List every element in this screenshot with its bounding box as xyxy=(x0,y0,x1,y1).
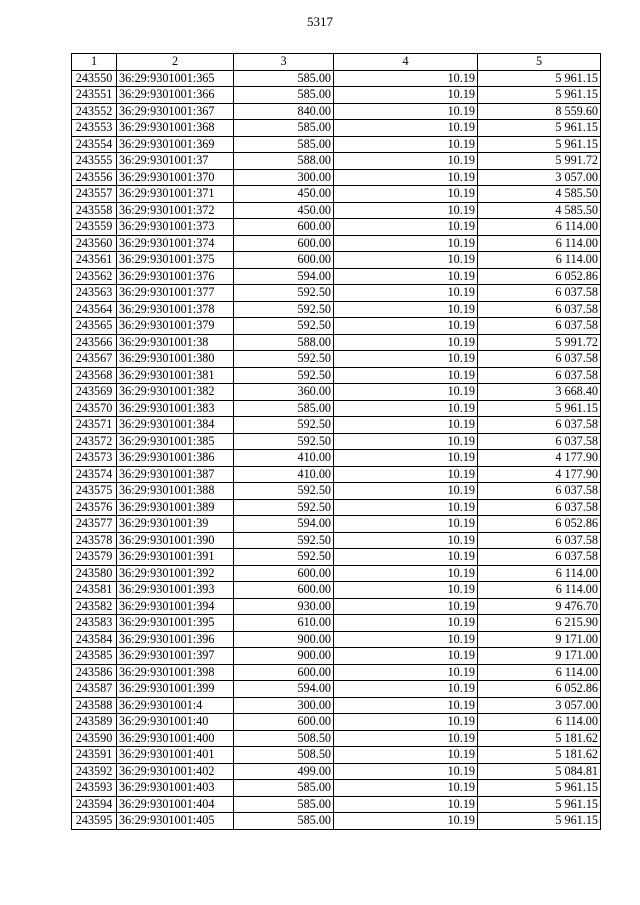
row-number-cell: 243592 xyxy=(72,763,117,780)
amount-cell: 3 668.40 xyxy=(478,384,601,401)
area-cell: 410.00 xyxy=(234,450,334,467)
row-number-cell: 243580 xyxy=(72,565,117,582)
area-cell: 592.50 xyxy=(234,483,334,500)
cadastral-number-cell: 36:29:9301001:369 xyxy=(117,136,234,153)
rate-cell: 10.19 xyxy=(334,351,478,368)
page-number: 5317 xyxy=(307,14,333,29)
amount-cell: 9 476.70 xyxy=(478,598,601,615)
table-row xyxy=(72,466,601,483)
rate-cell: 10.19 xyxy=(334,169,478,186)
cadastral-number-cell: 36:29:9301001:379 xyxy=(117,318,234,335)
amount-cell: 4 177.90 xyxy=(478,466,601,483)
cadastral-number-cell: 36:29:9301001:373 xyxy=(117,219,234,236)
cadastral-number-cell: 36:29:9301001:40 xyxy=(117,714,234,731)
row-number-cell: 243573 xyxy=(72,450,117,467)
cadastral-number-cell: 36:29:9301001:385 xyxy=(117,433,234,450)
area-cell: 592.50 xyxy=(234,285,334,302)
rate-cell: 10.19 xyxy=(334,417,478,434)
cadastral-number-cell: 36:29:9301001:396 xyxy=(117,631,234,648)
cadastral-number-cell: 36:29:9301001:398 xyxy=(117,664,234,681)
column-header-1: 1 xyxy=(72,54,117,71)
cadastral-number-cell: 36:29:9301001:400 xyxy=(117,730,234,747)
table-row xyxy=(72,796,601,813)
cadastral-number-cell: 36:29:9301001:390 xyxy=(117,532,234,549)
rate-cell: 10.19 xyxy=(334,730,478,747)
row-number-cell: 243551 xyxy=(72,87,117,104)
rate-cell: 10.19 xyxy=(334,153,478,170)
table-row xyxy=(72,747,601,764)
amount-cell: 6 037.58 xyxy=(478,351,601,368)
rate-cell: 10.19 xyxy=(334,549,478,566)
table-row xyxy=(72,219,601,236)
area-cell: 900.00 xyxy=(234,631,334,648)
table-row xyxy=(72,549,601,566)
rate-cell: 10.19 xyxy=(334,466,478,483)
area-cell: 508.50 xyxy=(234,730,334,747)
rate-cell: 10.19 xyxy=(334,136,478,153)
rate-cell: 10.19 xyxy=(334,648,478,665)
area-cell: 588.00 xyxy=(234,334,334,351)
table-row xyxy=(72,483,601,500)
amount-cell: 4 585.50 xyxy=(478,202,601,219)
area-cell: 592.50 xyxy=(234,417,334,434)
amount-cell: 6 215.90 xyxy=(478,615,601,632)
cadastral-number-cell: 36:29:9301001:392 xyxy=(117,565,234,582)
amount-cell: 6 037.58 xyxy=(478,433,601,450)
area-cell: 585.00 xyxy=(234,796,334,813)
rate-cell: 10.19 xyxy=(334,796,478,813)
table-row xyxy=(72,318,601,335)
area-cell: 600.00 xyxy=(234,219,334,236)
rate-cell: 10.19 xyxy=(334,565,478,582)
rate-cell: 10.19 xyxy=(334,285,478,302)
amount-cell: 6 037.58 xyxy=(478,417,601,434)
row-number-cell: 243570 xyxy=(72,400,117,417)
table-row xyxy=(72,763,601,780)
rate-cell: 10.19 xyxy=(334,120,478,137)
row-number-cell: 243577 xyxy=(72,516,117,533)
amount-cell: 6 114.00 xyxy=(478,219,601,236)
row-number-cell: 243582 xyxy=(72,598,117,615)
cadastral-number-cell: 36:29:9301001:370 xyxy=(117,169,234,186)
cadastral-number-cell: 36:29:9301001:394 xyxy=(117,598,234,615)
row-number-cell: 243555 xyxy=(72,153,117,170)
area-cell: 592.50 xyxy=(234,301,334,318)
area-cell: 592.50 xyxy=(234,532,334,549)
cadastral-number-cell: 36:29:9301001:388 xyxy=(117,483,234,500)
row-number-cell: 243571 xyxy=(72,417,117,434)
row-number-cell: 243590 xyxy=(72,730,117,747)
cadastral-number-cell: 36:29:9301001:383 xyxy=(117,400,234,417)
area-cell: 594.00 xyxy=(234,681,334,698)
table-row xyxy=(72,285,601,302)
cadastral-number-cell: 36:29:9301001:4 xyxy=(117,697,234,714)
table-row xyxy=(72,615,601,632)
amount-cell: 6 052.86 xyxy=(478,268,601,285)
row-number-cell: 243569 xyxy=(72,384,117,401)
cadastral-number-cell: 36:29:9301001:374 xyxy=(117,235,234,252)
cadastral-number-cell: 36:29:9301001:399 xyxy=(117,681,234,698)
area-cell: 592.50 xyxy=(234,367,334,384)
table-row xyxy=(72,202,601,219)
area-cell: 930.00 xyxy=(234,598,334,615)
area-cell: 600.00 xyxy=(234,582,334,599)
area-cell: 600.00 xyxy=(234,714,334,731)
data-table xyxy=(71,53,601,830)
cadastral-number-cell: 36:29:9301001:402 xyxy=(117,763,234,780)
amount-cell: 6 114.00 xyxy=(478,235,601,252)
area-cell: 592.50 xyxy=(234,549,334,566)
area-cell: 592.50 xyxy=(234,433,334,450)
amount-cell: 6 037.58 xyxy=(478,285,601,302)
row-number-cell: 243557 xyxy=(72,186,117,203)
row-number-cell: 243583 xyxy=(72,615,117,632)
area-cell: 588.00 xyxy=(234,153,334,170)
row-number-cell: 243554 xyxy=(72,136,117,153)
rate-cell: 10.19 xyxy=(334,219,478,236)
area-cell: 585.00 xyxy=(234,120,334,137)
rate-cell: 10.19 xyxy=(334,681,478,698)
rate-cell: 10.19 xyxy=(334,301,478,318)
area-cell: 585.00 xyxy=(234,70,334,87)
area-cell: 840.00 xyxy=(234,103,334,120)
amount-cell: 9 171.00 xyxy=(478,631,601,648)
amount-cell: 5 084.81 xyxy=(478,763,601,780)
row-number-cell: 243589 xyxy=(72,714,117,731)
table-row xyxy=(72,532,601,549)
row-number-cell: 243579 xyxy=(72,549,117,566)
cadastral-number-cell: 36:29:9301001:386 xyxy=(117,450,234,467)
amount-cell: 5 181.62 xyxy=(478,730,601,747)
cadastral-number-cell: 36:29:9301001:403 xyxy=(117,780,234,797)
row-number-cell: 243581 xyxy=(72,582,117,599)
area-cell: 300.00 xyxy=(234,697,334,714)
table-row xyxy=(72,565,601,582)
row-number-cell: 243584 xyxy=(72,631,117,648)
area-cell: 360.00 xyxy=(234,384,334,401)
rate-cell: 10.19 xyxy=(334,186,478,203)
amount-cell: 5 991.72 xyxy=(478,334,601,351)
cadastral-number-cell: 36:29:9301001:397 xyxy=(117,648,234,665)
column-header-3: 3 xyxy=(234,54,334,71)
table-row xyxy=(72,334,601,351)
rate-cell: 10.19 xyxy=(334,103,478,120)
table-row xyxy=(72,252,601,269)
area-cell: 585.00 xyxy=(234,400,334,417)
table-row xyxy=(72,648,601,665)
table-row xyxy=(72,351,601,368)
row-number-cell: 243595 xyxy=(72,813,117,830)
rate-cell: 10.19 xyxy=(334,532,478,549)
amount-cell: 8 559.60 xyxy=(478,103,601,120)
amount-cell: 5 961.15 xyxy=(478,400,601,417)
amount-cell: 6 037.58 xyxy=(478,367,601,384)
rate-cell: 10.19 xyxy=(334,813,478,830)
area-cell: 585.00 xyxy=(234,813,334,830)
table-row xyxy=(72,631,601,648)
table-row xyxy=(72,664,601,681)
table-row xyxy=(72,582,601,599)
table-row xyxy=(72,499,601,516)
cadastral-number-cell: 36:29:9301001:375 xyxy=(117,252,234,269)
cadastral-number-cell: 36:29:9301001:38 xyxy=(117,334,234,351)
table-body xyxy=(72,70,601,829)
table-row xyxy=(72,433,601,450)
row-number-cell: 243568 xyxy=(72,367,117,384)
cadastral-number-cell: 36:29:9301001:395 xyxy=(117,615,234,632)
row-number-cell: 243587 xyxy=(72,681,117,698)
amount-cell: 6 037.58 xyxy=(478,301,601,318)
amount-cell: 3 057.00 xyxy=(478,697,601,714)
cadastral-number-cell: 36:29:9301001:382 xyxy=(117,384,234,401)
table-row xyxy=(72,136,601,153)
rate-cell: 10.19 xyxy=(334,87,478,104)
area-cell: 585.00 xyxy=(234,87,334,104)
cadastral-number-cell: 36:29:9301001:377 xyxy=(117,285,234,302)
table-row xyxy=(72,598,601,615)
amount-cell: 6 114.00 xyxy=(478,565,601,582)
cadastral-number-cell: 36:29:9301001:367 xyxy=(117,103,234,120)
amount-cell: 6 037.58 xyxy=(478,549,601,566)
table-row xyxy=(72,681,601,698)
area-cell: 592.50 xyxy=(234,499,334,516)
area-cell: 900.00 xyxy=(234,648,334,665)
amount-cell: 6 052.86 xyxy=(478,516,601,533)
amount-cell: 5 961.15 xyxy=(478,813,601,830)
row-number-cell: 243561 xyxy=(72,252,117,269)
table-row xyxy=(72,87,601,104)
rate-cell: 10.19 xyxy=(334,252,478,269)
row-number-cell: 243558 xyxy=(72,202,117,219)
area-cell: 610.00 xyxy=(234,615,334,632)
row-number-cell: 243575 xyxy=(72,483,117,500)
cadastral-number-cell: 36:29:9301001:387 xyxy=(117,466,234,483)
cadastral-number-cell: 36:29:9301001:393 xyxy=(117,582,234,599)
area-cell: 450.00 xyxy=(234,186,334,203)
rate-cell: 10.19 xyxy=(334,664,478,681)
area-cell: 592.50 xyxy=(234,351,334,368)
area-cell: 594.00 xyxy=(234,516,334,533)
area-cell: 600.00 xyxy=(234,664,334,681)
rate-cell: 10.19 xyxy=(334,202,478,219)
table-row xyxy=(72,120,601,137)
table-row xyxy=(72,186,601,203)
row-number-cell: 243560 xyxy=(72,235,117,252)
amount-cell: 6 037.58 xyxy=(478,483,601,500)
cadastral-number-cell: 36:29:9301001:380 xyxy=(117,351,234,368)
row-number-cell: 243586 xyxy=(72,664,117,681)
cadastral-number-cell: 36:29:9301001:366 xyxy=(117,87,234,104)
cadastral-number-cell: 36:29:9301001:378 xyxy=(117,301,234,318)
rate-cell: 10.19 xyxy=(334,615,478,632)
table-row xyxy=(72,417,601,434)
row-number-cell: 243576 xyxy=(72,499,117,516)
amount-cell: 6 037.58 xyxy=(478,499,601,516)
rate-cell: 10.19 xyxy=(334,747,478,764)
rate-cell: 10.19 xyxy=(334,483,478,500)
rate-cell: 10.19 xyxy=(334,499,478,516)
cadastral-number-cell: 36:29:9301001:384 xyxy=(117,417,234,434)
rate-cell: 10.19 xyxy=(334,235,478,252)
table-row xyxy=(72,103,601,120)
amount-cell: 5 961.15 xyxy=(478,87,601,104)
table-row xyxy=(72,367,601,384)
table-row xyxy=(72,153,601,170)
row-number-cell: 243562 xyxy=(72,268,117,285)
column-header-2: 2 xyxy=(117,54,234,71)
table-header-row xyxy=(72,54,601,71)
cadastral-number-cell: 36:29:9301001:389 xyxy=(117,499,234,516)
rate-cell: 10.19 xyxy=(334,763,478,780)
area-cell: 592.50 xyxy=(234,318,334,335)
rate-cell: 10.19 xyxy=(334,318,478,335)
row-number-cell: 243565 xyxy=(72,318,117,335)
row-number-cell: 243556 xyxy=(72,169,117,186)
table-row xyxy=(72,714,601,731)
area-cell: 410.00 xyxy=(234,466,334,483)
column-header-5: 5 xyxy=(478,54,601,71)
row-number-cell: 243567 xyxy=(72,351,117,368)
area-cell: 600.00 xyxy=(234,252,334,269)
row-number-cell: 243553 xyxy=(72,120,117,137)
cadastral-number-cell: 36:29:9301001:39 xyxy=(117,516,234,533)
area-cell: 499.00 xyxy=(234,763,334,780)
rate-cell: 10.19 xyxy=(334,384,478,401)
row-number-cell: 243559 xyxy=(72,219,117,236)
rate-cell: 10.19 xyxy=(334,697,478,714)
table-row xyxy=(72,730,601,747)
table-row xyxy=(72,301,601,318)
row-number-cell: 243572 xyxy=(72,433,117,450)
area-cell: 594.00 xyxy=(234,268,334,285)
amount-cell: 9 171.00 xyxy=(478,648,601,665)
area-cell: 508.50 xyxy=(234,747,334,764)
row-number-cell: 243588 xyxy=(72,697,117,714)
area-cell: 600.00 xyxy=(234,235,334,252)
rate-cell: 10.19 xyxy=(334,450,478,467)
amount-cell: 6 114.00 xyxy=(478,664,601,681)
row-number-cell: 243591 xyxy=(72,747,117,764)
row-number-cell: 243564 xyxy=(72,301,117,318)
amount-cell: 5 961.15 xyxy=(478,136,601,153)
row-number-cell: 243550 xyxy=(72,70,117,87)
cadastral-number-cell: 36:29:9301001:372 xyxy=(117,202,234,219)
amount-cell: 5 961.15 xyxy=(478,796,601,813)
cadastral-number-cell: 36:29:9301001:404 xyxy=(117,796,234,813)
amount-cell: 5 991.72 xyxy=(478,153,601,170)
table-row xyxy=(72,70,601,87)
amount-cell: 5 961.15 xyxy=(478,70,601,87)
area-cell: 450.00 xyxy=(234,202,334,219)
row-number-cell: 243585 xyxy=(72,648,117,665)
rate-cell: 10.19 xyxy=(334,582,478,599)
amount-cell: 5 181.62 xyxy=(478,747,601,764)
area-cell: 585.00 xyxy=(234,780,334,797)
table-row xyxy=(72,780,601,797)
rate-cell: 10.19 xyxy=(334,367,478,384)
amount-cell: 4 177.90 xyxy=(478,450,601,467)
cadastral-number-cell: 36:29:9301001:371 xyxy=(117,186,234,203)
rate-cell: 10.19 xyxy=(334,70,478,87)
amount-cell: 6 114.00 xyxy=(478,582,601,599)
table-row xyxy=(72,384,601,401)
rate-cell: 10.19 xyxy=(334,631,478,648)
amount-cell: 6 052.86 xyxy=(478,681,601,698)
rate-cell: 10.19 xyxy=(334,598,478,615)
table-row xyxy=(72,450,601,467)
cadastral-number-cell: 36:29:9301001:37 xyxy=(117,153,234,170)
amount-cell: 6 037.58 xyxy=(478,318,601,335)
rate-cell: 10.19 xyxy=(334,714,478,731)
rate-cell: 10.19 xyxy=(334,780,478,797)
cadastral-number-cell: 36:29:9301001:368 xyxy=(117,120,234,137)
cadastral-number-cell: 36:29:9301001:365 xyxy=(117,70,234,87)
rate-cell: 10.19 xyxy=(334,433,478,450)
rate-cell: 10.19 xyxy=(334,268,478,285)
table-row xyxy=(72,516,601,533)
row-number-cell: 243594 xyxy=(72,796,117,813)
cadastral-number-cell: 36:29:9301001:405 xyxy=(117,813,234,830)
row-number-cell: 243566 xyxy=(72,334,117,351)
cadastral-number-cell: 36:29:9301001:401 xyxy=(117,747,234,764)
cadastral-number-cell: 36:29:9301001:391 xyxy=(117,549,234,566)
row-number-cell: 243552 xyxy=(72,103,117,120)
table-row xyxy=(72,813,601,830)
table-row xyxy=(72,235,601,252)
area-cell: 585.00 xyxy=(234,136,334,153)
amount-cell: 6 114.00 xyxy=(478,252,601,269)
amount-cell: 4 585.50 xyxy=(478,186,601,203)
area-cell: 300.00 xyxy=(234,169,334,186)
row-number-cell: 243593 xyxy=(72,780,117,797)
table-row xyxy=(72,268,601,285)
rate-cell: 10.19 xyxy=(334,334,478,351)
table-row xyxy=(72,169,601,186)
row-number-cell: 243574 xyxy=(72,466,117,483)
row-number-cell: 243563 xyxy=(72,285,117,302)
amount-cell: 5 961.15 xyxy=(478,120,601,137)
amount-cell: 5 961.15 xyxy=(478,780,601,797)
row-number-cell: 243578 xyxy=(72,532,117,549)
table-row xyxy=(72,400,601,417)
cadastral-number-cell: 36:29:9301001:376 xyxy=(117,268,234,285)
area-cell: 600.00 xyxy=(234,565,334,582)
amount-cell: 6 037.58 xyxy=(478,532,601,549)
column-header-4: 4 xyxy=(334,54,478,71)
amount-cell: 3 057.00 xyxy=(478,169,601,186)
rate-cell: 10.19 xyxy=(334,516,478,533)
cadastral-number-cell: 36:29:9301001:381 xyxy=(117,367,234,384)
table-row xyxy=(72,697,601,714)
rate-cell: 10.19 xyxy=(334,400,478,417)
amount-cell: 6 114.00 xyxy=(478,714,601,731)
